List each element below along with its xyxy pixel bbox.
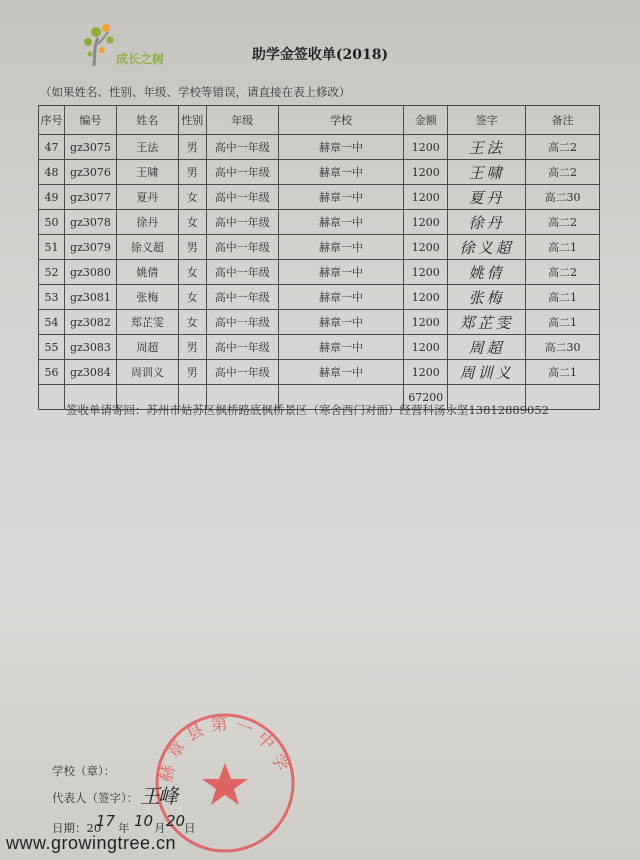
row-number: 47	[39, 135, 65, 160]
table-row	[39, 210, 600, 235]
seal-text: 赫章县第一中学	[156, 714, 294, 784]
stipend-table	[38, 105, 600, 410]
handwritten-signature: 郑芷雯	[448, 310, 526, 335]
table-row	[39, 335, 600, 360]
student-code: gz3079	[64, 235, 116, 260]
student-code: gz3082	[64, 310, 116, 335]
stipend-amount: 1200	[404, 260, 448, 285]
table-row	[39, 285, 600, 310]
date-label: 日期：20	[52, 821, 102, 835]
date-month: 10	[134, 812, 154, 830]
header-cell: 签字	[448, 106, 526, 135]
student-gender: 男	[178, 160, 206, 185]
stipend-amount: 1200	[404, 335, 448, 360]
handwritten-signature: 姚倩	[448, 260, 526, 285]
student-name: 王法	[116, 135, 178, 160]
date-month-suffix: 月	[154, 821, 166, 835]
stipend-amount: 1200	[404, 285, 448, 310]
stipend-amount: 1200	[404, 235, 448, 260]
student-name: 徐义超	[116, 235, 178, 260]
student-grade: 高中一年级	[206, 360, 278, 385]
student-grade: 高中一年级	[206, 160, 278, 185]
student-gender: 女	[178, 310, 206, 335]
student-code: gz3083	[64, 335, 116, 360]
student-name: 周训义	[116, 360, 178, 385]
student-school: 赫章一中	[278, 210, 404, 235]
student-school: 赫章一中	[278, 310, 404, 335]
total-amount: 67200	[404, 385, 448, 410]
student-school: 赫章一中	[278, 185, 404, 210]
table-header-row	[39, 106, 600, 135]
table-row	[39, 235, 600, 260]
student-name: 姚倩	[116, 260, 178, 285]
student-grade: 高中一年级	[206, 285, 278, 310]
student-grade: 高中一年级	[206, 310, 278, 335]
remark-cell: 高二2	[526, 160, 600, 185]
student-school: 赫章一中	[278, 235, 404, 260]
handwritten-signature: 周超	[448, 335, 526, 360]
row-number: 50	[39, 210, 65, 235]
document-title: 助学金签收单(2018)	[251, 47, 389, 63]
student-gender: 女	[178, 210, 206, 235]
stipend-amount: 1200	[404, 160, 448, 185]
row-number: 48	[39, 160, 65, 185]
table-row	[39, 160, 600, 185]
mailing-address-note: 签收单请寄回：苏州市姑苏区枫桥路底枫桥景区（寒舍西门对面）经营科汤永坚13812889052	[66, 403, 549, 417]
student-code: gz3075	[64, 135, 116, 160]
handwritten-signature: 王啸	[448, 160, 526, 185]
handwritten-signature: 周训义	[448, 360, 526, 385]
stipend-amount: 1200	[404, 360, 448, 385]
row-number: 55	[39, 335, 65, 360]
logo-text: 成长之树	[116, 52, 165, 66]
header-cell: 编号	[64, 106, 116, 135]
remark-cell: 高二30	[526, 335, 600, 360]
date-day: 20	[166, 812, 186, 830]
student-name: 徐丹	[116, 210, 178, 235]
header-cell: 序号	[39, 106, 65, 135]
student-name: 张梅	[116, 285, 178, 310]
student-gender: 女	[178, 260, 206, 285]
handwritten-signature: 夏丹	[448, 185, 526, 210]
handwritten-signature: 徐丹	[448, 210, 526, 235]
student-gender: 女	[178, 185, 206, 210]
student-gender: 男	[178, 235, 206, 260]
header-cell: 学校	[278, 106, 404, 135]
header-cell: 姓名	[116, 106, 178, 135]
site-watermark: www.growingtree.cn	[6, 833, 177, 853]
student-school: 赫章一中	[278, 360, 404, 385]
student-gender: 男	[178, 360, 206, 385]
student-code: gz3081	[64, 285, 116, 310]
student-name: 夏丹	[116, 185, 178, 210]
student-school: 赫章一中	[278, 160, 404, 185]
handwritten-signature: 徐义超	[448, 235, 526, 260]
remark-cell: 高二1	[526, 360, 600, 385]
student-gender: 女	[178, 285, 206, 310]
handwritten-signature: 张梅	[448, 285, 526, 310]
row-number: 53	[39, 285, 65, 310]
student-grade: 高中一年级	[206, 135, 278, 160]
remark-cell: 高二1	[526, 285, 600, 310]
student-code: gz3078	[64, 210, 116, 235]
header-cell: 性别	[178, 106, 206, 135]
row-number: 56	[39, 360, 65, 385]
student-school: 赫章一中	[278, 335, 404, 360]
row-number: 49	[39, 185, 65, 210]
row-number: 51	[39, 235, 65, 260]
row-number: 54	[39, 310, 65, 335]
stipend-amount: 1200	[404, 185, 448, 210]
student-gender: 男	[178, 135, 206, 160]
remark-cell: 高二2	[526, 210, 600, 235]
student-grade: 高中一年级	[206, 260, 278, 285]
table-row	[39, 360, 600, 385]
school-seal-label: 学校（章）：	[52, 764, 116, 778]
representative-label: 代表人（签字）：	[52, 791, 139, 805]
table-row	[39, 310, 600, 335]
date-year: 17	[96, 812, 116, 830]
student-name: 周超	[116, 335, 178, 360]
table-row	[39, 135, 600, 160]
header-cell: 金额	[404, 106, 448, 135]
table-row	[39, 260, 600, 285]
stipend-amount: 1200	[404, 210, 448, 235]
student-code: gz3080	[64, 260, 116, 285]
student-code: gz3076	[64, 160, 116, 185]
student-school: 赫章一中	[278, 135, 404, 160]
stipend-amount: 1200	[404, 135, 448, 160]
student-name: 郑芷雯	[116, 310, 178, 335]
student-code: gz3077	[64, 185, 116, 210]
date-year-suffix: 年	[118, 821, 130, 835]
stipend-amount: 1200	[404, 310, 448, 335]
remark-cell: 高二30	[526, 185, 600, 210]
remark-cell: 高二1	[526, 235, 600, 260]
student-gender: 男	[178, 335, 206, 360]
remark-cell: 高二2	[526, 260, 600, 285]
correction-note: （如果姓名、性别、年级、学校等错误，请直接在表上修改）	[40, 85, 351, 99]
student-school: 赫章一中	[278, 285, 404, 310]
remark-cell: 高二2	[526, 135, 600, 160]
student-grade: 高中一年级	[206, 235, 278, 260]
student-code: gz3084	[64, 360, 116, 385]
row-number: 52	[39, 260, 65, 285]
student-grade: 高中一年级	[206, 210, 278, 235]
student-grade: 高中一年级	[206, 185, 278, 210]
remark-cell: 高二1	[526, 310, 600, 335]
header-cell: 年级	[206, 106, 278, 135]
date-day-suffix: 日	[184, 821, 196, 835]
table-row	[39, 185, 600, 210]
header-cell: 备注	[526, 106, 600, 135]
student-school: 赫章一中	[278, 260, 404, 285]
handwritten-signature: 王法	[448, 135, 526, 160]
student-name: 王啸	[116, 160, 178, 185]
representative-signature: 王峰	[140, 784, 176, 808]
student-grade: 高中一年级	[206, 335, 278, 360]
